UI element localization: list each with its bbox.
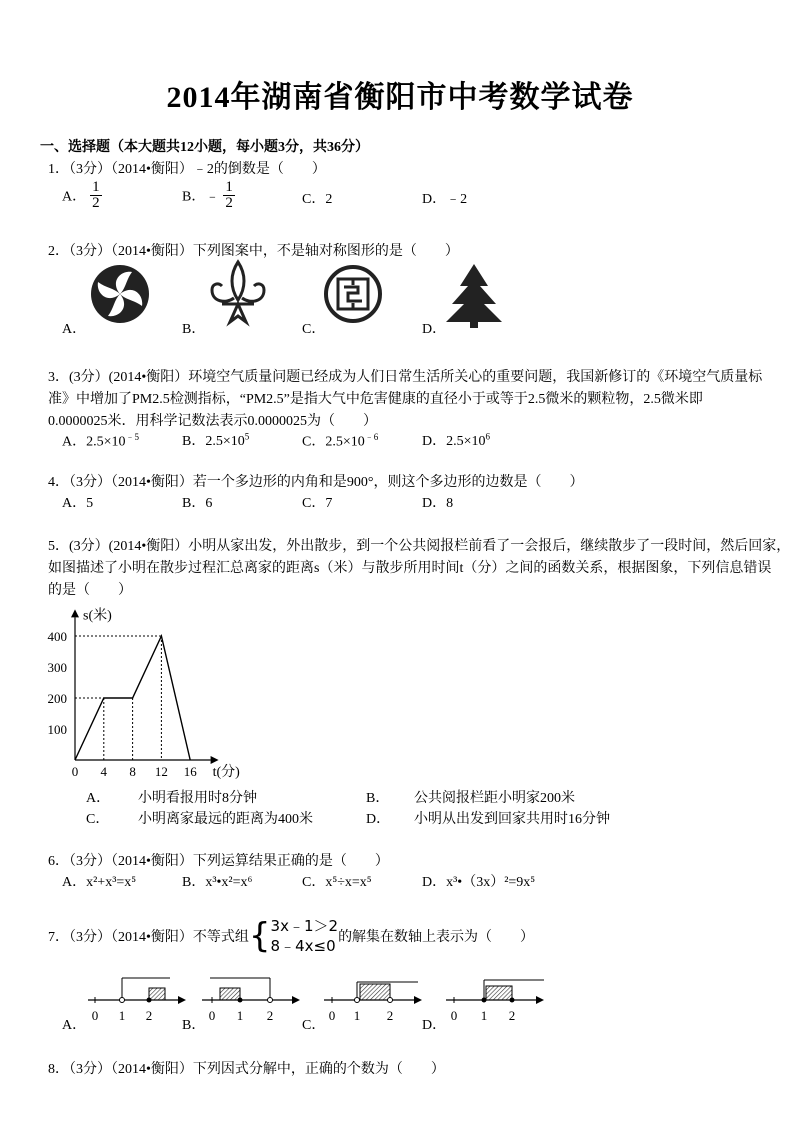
x-tick-label: 12 — [154, 764, 168, 779]
q1-b-den: 2 — [225, 195, 233, 211]
x-tick-label: 8 — [129, 764, 136, 779]
q5-d-label[interactable]: D． — [366, 812, 391, 827]
x-axis-arrow — [211, 756, 219, 764]
q5-distance-time-chart — [40, 596, 260, 782]
q7-d-tick-0: 0 — [450, 1008, 458, 1023]
q3-a-base: A．2.5×10 — [62, 434, 126, 450]
q3-d-exp: 6 — [485, 431, 491, 442]
q1-stem: 1．（3分）（2014•衡阳）﹣2的倒数是（ ） — [48, 162, 326, 177]
q1-a-num: 1 — [92, 179, 100, 195]
x-axis-label: t(分) — [212, 765, 240, 780]
q1-option-a[interactable] — [62, 180, 102, 211]
x-tick-label: 4 — [100, 764, 108, 779]
q7-c-tick-1: 1 — [353, 1008, 361, 1023]
x-tick-label: 0 — [71, 764, 79, 779]
q7-option-a[interactable]: A． — [62, 1018, 87, 1033]
q6-stem: 6．（3分）（2014•衡阳）下列运算结果正确的是（ ） — [48, 854, 389, 869]
q5-c-label[interactable]: C． — [86, 812, 110, 827]
q3-d-base: D．2.5×10 — [422, 434, 486, 449]
bank-logo-icon — [322, 263, 384, 325]
q7-d-tick-1: 1 — [480, 1008, 488, 1023]
q7-c-tick-2: 2 — [386, 1008, 394, 1023]
q3-line1: 3．(3分）(2014•衡阳）环境空气质量问题已经成为人们日常生活所关心的重要问题，我国新修订的《环境空气质量标 — [48, 370, 763, 385]
section-heading: 一、选择题（本大题共12小题，每小题3分，共36分） — [40, 140, 369, 155]
q1-option-d[interactable]: D．﹣2 — [422, 192, 468, 207]
q1-a-den: 2 — [92, 195, 100, 211]
q5-a-text: 小明看报用时8分钟 — [138, 791, 257, 806]
q4-stem: 4．（3分）（2014•衡阳）若一个多边形的内角和是900°，则这个多边形的边数是（ ） — [48, 475, 584, 490]
q7-number-line-c — [324, 982, 422, 1004]
q2-option-b[interactable]: B． — [182, 322, 206, 337]
q7-option-d[interactable]: D． — [422, 1018, 447, 1033]
q6-option-d[interactable]: D．x³•（3x）²=9x⁵ — [422, 875, 536, 890]
q3-option-d[interactable] — [422, 430, 490, 450]
q4-option-d[interactable]: D．8 — [422, 496, 454, 511]
q7-number-line-b — [202, 978, 300, 1004]
q3-a-exp: ﹣5 — [125, 432, 140, 442]
q5-line3: 的是（ ） — [48, 583, 132, 598]
q7-stem-pre: 7．（3分）（2014•衡阳）不等式组 — [48, 930, 249, 945]
q3-option-b[interactable] — [182, 430, 249, 450]
q7-option-b[interactable]: B． — [182, 1018, 206, 1033]
q3-c-exp: ﹣6 — [364, 432, 379, 442]
q7-stem-post: 的解集在数轴上表示为（ ） — [338, 930, 535, 945]
brace-icon: { — [248, 916, 271, 956]
q1-option-c[interactable]: C．2 — [302, 192, 333, 207]
pinwheel-icon — [86, 262, 158, 326]
q7-ineq2: 8﹣4x≤0 — [270, 937, 336, 955]
q7-a-tick-2: 2 — [145, 1008, 153, 1023]
q3-line2: 准》中增加了PM2.5检测指标，“PM2.5”是指大气中危害健康的直径小于或等于2.5微米的颗粒物，2.5微米即 — [48, 392, 703, 407]
q1-b-num: 1 — [225, 179, 233, 195]
q7-number-line-d — [446, 980, 544, 1004]
q4-option-a[interactable]: A．5 — [62, 496, 94, 511]
q2-stem: 2．（3分）（2014•衡阳）下列图案中，不是轴对称图形的是（ ） — [48, 244, 459, 259]
q6-option-a[interactable]: A．x²+x³=x⁵ — [62, 875, 137, 890]
q7-b-tick-1: 1 — [236, 1008, 244, 1023]
q4-option-c[interactable]: C．7 — [302, 496, 333, 511]
q3-option-a[interactable] — [62, 430, 139, 451]
q5-c-text: 小明离家最远的距离为400米 — [138, 812, 313, 827]
q5-line2: 如图描述了小明在散步过程汇总离家的距离s（米）与散步所用时间t（分）之间的函数关系，根据图象，下列信息错误 — [48, 561, 772, 576]
y-axis-arrow — [71, 609, 79, 617]
q2-option-d[interactable]: D． — [422, 322, 447, 337]
q7-option-c[interactable]: C． — [302, 1018, 326, 1033]
q3-b-base: B．2.5×10 — [182, 434, 245, 449]
q5-a-label[interactable]: A． — [86, 791, 111, 806]
fleur-de-lis-icon — [204, 258, 272, 328]
y-tick-label: 200 — [47, 691, 67, 706]
q4-option-b[interactable]: B．6 — [182, 496, 213, 511]
q3-option-c[interactable] — [302, 430, 378, 451]
q3-line3: 0.0000025米．用科学记数法表示0.0000025为（ ） — [48, 414, 377, 429]
q7-c-tick-0: 0 — [328, 1008, 336, 1023]
y-tick-label: 300 — [47, 660, 67, 675]
pine-tree-icon — [442, 262, 506, 328]
q7-b-tick-2: 2 — [266, 1008, 274, 1023]
y-tick-label: 400 — [47, 629, 67, 644]
y-tick-label: 100 — [47, 722, 67, 737]
q1-b-fraction — [223, 180, 235, 211]
q5-d-text: 小明从出发到回家共用时16分钟 — [414, 812, 610, 827]
q6-option-c[interactable]: C．x⁵÷x=x⁵ — [302, 875, 372, 890]
page-title: 2014年湖南省衡阳市中考数学试卷 — [166, 81, 634, 114]
q5-b-label[interactable]: B． — [366, 791, 390, 806]
q7-b-tick-0: 0 — [208, 1008, 216, 1023]
q2-option-a[interactable]: A． — [62, 322, 87, 337]
q2-option-c[interactable]: C． — [302, 322, 326, 337]
q7-inequality-system — [271, 916, 339, 956]
q7-stem — [48, 916, 534, 956]
q3-b-exp: 5 — [244, 431, 250, 442]
q1-b-label: B．﹣ — [182, 189, 220, 205]
q5-b-text: 公共阅报栏距小明家200米 — [414, 791, 575, 806]
q1-a-label: A． — [62, 189, 87, 205]
q8-stem: 8．（3分）（2014•衡阳）下列因式分解中，正确的个数为（ ） — [48, 1062, 445, 1077]
q7-a-tick-0: 0 — [91, 1008, 99, 1023]
q3-c-base: C．2.5×10 — [302, 434, 365, 450]
x-tick-label: 16 — [183, 764, 197, 779]
q5-line1: 5．(3分）(2014•衡阳）小明从家出发，外出散步，到一个公共阅报栏前看了一会报后，继续散步了一段时间，然后回家， — [48, 539, 791, 554]
q7-d-tick-2: 2 — [508, 1008, 516, 1023]
q1-option-b[interactable] — [182, 180, 235, 211]
q7-number-line-a — [88, 978, 186, 1004]
q6-option-b[interactable]: B．x³•x²=x⁶ — [182, 875, 253, 890]
q1-a-fraction — [90, 180, 102, 211]
q7-a-tick-1: 1 — [118, 1008, 126, 1023]
y-axis-label: s(米) — [83, 608, 112, 624]
q7-ineq1: 3x﹣1＞2 — [270, 917, 339, 935]
